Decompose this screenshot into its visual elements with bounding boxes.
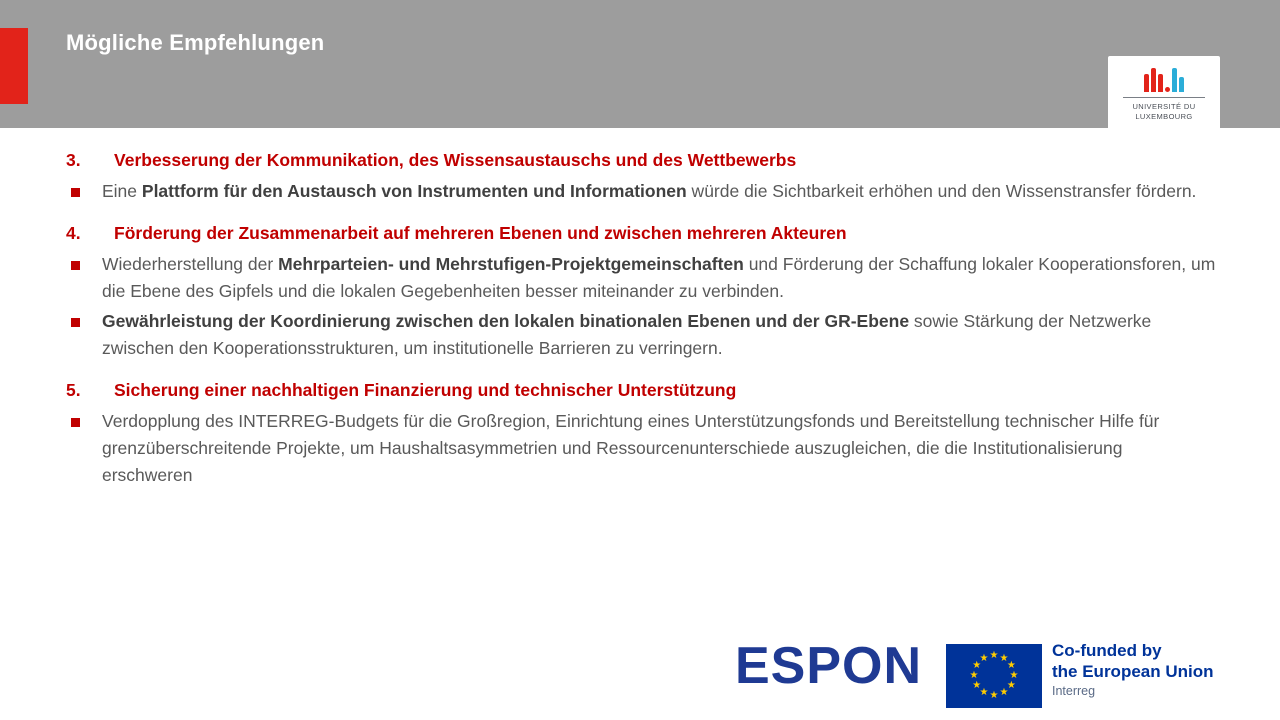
eu-star-icon: ★ (979, 687, 989, 699)
section-4 (66, 223, 1216, 362)
section-number-3: 3. (66, 150, 81, 170)
eu-star-icon: ★ (1006, 680, 1016, 691)
bullet-text (102, 408, 1216, 489)
eu-star-icon: ★ (989, 650, 999, 661)
bullet-text-part-bold: Plattform für den Austausch von Instrumenten und Informationen (141, 181, 687, 201)
page-title: Mögliche Empfehlungen (66, 30, 325, 55)
bullet-text-part: und Förderung der Schaffung lokaler Kooperationsforen, um die Ebene des Gipfels und die lokalen Gegebenheiten besser miteinander zu verbinden. (102, 254, 1216, 301)
logo-subtitle-line1: UNIVERSITÉ DU (1132, 102, 1196, 111)
section-heading-4 (66, 223, 1216, 244)
slide-content (66, 150, 1216, 492)
unilu-mark-icon (1116, 66, 1212, 92)
logo-subtitle-line2: LUXEMBOURG (1135, 112, 1193, 121)
eu-star-icon: ★ (989, 690, 999, 701)
european-union-flag-icon (946, 644, 1042, 708)
section-heading-3 (66, 150, 1216, 171)
bullet-text-part: Verdopplung des INTERREG-Budgets für die Großregion, Einrichtung eines Unterstützungsfonds und Bereitstellung technischer Hilfe für grenzüberschreitende Projekte, um Haushaltsasymmetrien und Ressourcenunterschiede auszugleichen, die die Institutionalisierung erschweren (102, 411, 1160, 485)
list-item (66, 408, 1216, 489)
slide-header (0, 0, 1280, 128)
section-heading-5 (66, 380, 1216, 401)
eu-star-icon: ★ (969, 670, 979, 681)
bullet-text-part-bold: Gewährleistung der Koordinierung zwischen den lokalen binationalen Ebenen und der GR-Ebene (102, 311, 910, 331)
eu-funding-text (1052, 640, 1214, 700)
espon-logo: ESPON (735, 637, 923, 695)
bullet-square-icon (66, 308, 102, 335)
eu-star-icon: ★ (1009, 670, 1019, 681)
bullet-text (102, 178, 1216, 205)
bullet-square-icon (66, 408, 102, 435)
eu-star-icon: ★ (972, 680, 982, 691)
interreg-label: Interreg (1052, 684, 1096, 698)
eu-star-icon: ★ (1006, 660, 1016, 671)
logo-divider (1123, 97, 1205, 98)
list-item (66, 251, 1216, 305)
bullet-text-part: Eine (102, 181, 142, 201)
eu-star-icon: ★ (979, 652, 989, 664)
header-accent-bar (0, 28, 28, 104)
university-logo (1108, 56, 1220, 140)
section-number-5: 5. (66, 380, 81, 400)
section-3 (66, 150, 1216, 205)
section-5 (66, 380, 1216, 489)
bullet-text-part: Wiederherstellung der (102, 254, 279, 274)
eu-star-icon: ★ (999, 652, 1009, 664)
eu-star-icon: ★ (972, 660, 982, 671)
bullet-text-part: sowie Stärkung der Netzwerke zwischen den Kooperationsstrukturen, um institutionelle Barrieren zu verringern. (102, 311, 1152, 358)
bullet-text (102, 251, 1216, 305)
bullet-text-part-bold: Mehrparteien- und Mehrstufigen-Projektgemeinschaften (278, 254, 744, 274)
bullet-text-part: würde die Sichtbarkeit erhöhen und den Wissenstransfer fördern. (686, 181, 1197, 201)
list-item (66, 308, 1216, 362)
bullet-square-icon (66, 251, 102, 278)
section-title-3: Verbesserung der Kommunikation, des Wissensaustauschs und des Wettbewerbs (114, 150, 797, 170)
section-number-4: 4. (66, 223, 81, 243)
eu-funding-line1: Co-funded by (1052, 641, 1162, 660)
eu-star-icon: ★ (999, 687, 1009, 699)
bullet-text (102, 308, 1216, 362)
section-title-5: Sicherung einer nachhaltigen Finanzierung und technischer Unterstützung (114, 380, 737, 400)
eu-funding-line2: the European Union (1052, 662, 1214, 681)
list-item (66, 178, 1216, 205)
section-title-4: Förderung der Zusammenarbeit auf mehreren Ebenen und zwischen mehreren Akteuren (114, 223, 847, 243)
bullet-square-icon (66, 178, 102, 205)
